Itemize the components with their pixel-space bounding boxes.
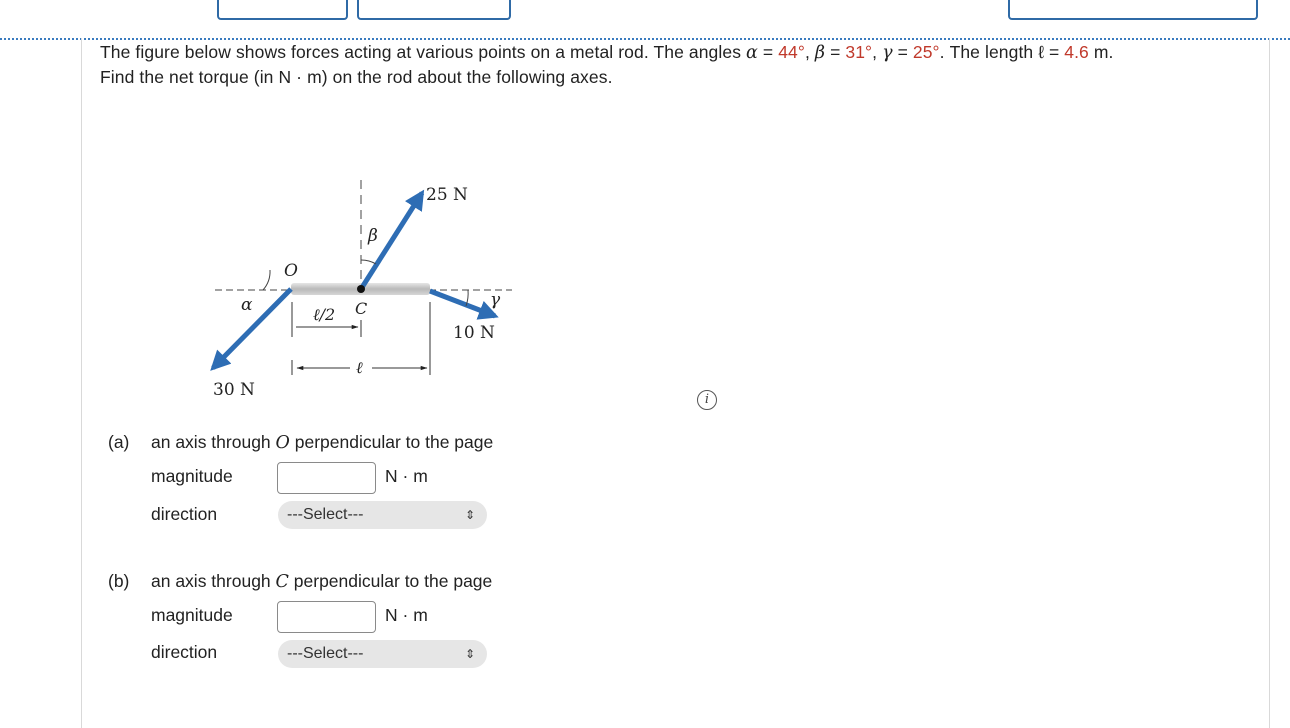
part-b-question — [151, 571, 492, 592]
part-b-direction-label: direction — [151, 642, 218, 662]
beta-arc — [361, 260, 376, 264]
part-b-text-end: perpendicular to the page — [288, 571, 493, 591]
equals-sign: = — [825, 42, 846, 62]
part-a-text: an axis through — [151, 432, 276, 452]
part-b-point: C — [275, 572, 289, 592]
separator: , — [804, 42, 815, 62]
label-gamma: γ — [490, 290, 501, 310]
force-arrow-10n — [430, 291, 495, 316]
beta-value: 31° — [845, 42, 873, 62]
my-notes-button[interactable] — [357, 0, 511, 20]
equals-sign: = — [892, 42, 913, 62]
chevron-updown-icon: ⇕ — [464, 647, 475, 661]
force-label-30n: 30 N — [213, 380, 255, 400]
alpha-arc — [263, 270, 270, 290]
beta-symbol: β — [814, 43, 826, 63]
ell-symbol: ℓ — [1038, 42, 1044, 62]
rod-force-figure — [200, 175, 540, 410]
ask-your-teacher-button[interactable] — [1008, 0, 1258, 20]
part-b-text: an axis through — [151, 571, 276, 591]
part-b-direction-value: ---Select--- — [287, 645, 364, 662]
part-a-direction-select[interactable] — [278, 501, 487, 529]
details-button[interactable] — [217, 0, 348, 20]
length-unit: m. — [1088, 42, 1114, 62]
part-a-unit: N · m — [385, 466, 428, 486]
label-beta: β — [368, 226, 378, 246]
equals-sign: = — [757, 42, 779, 62]
prompt-line-2: Find the net torque (in N · m) on the rod about the following axes. — [100, 67, 613, 87]
part-a-magnitude-label: magnitude — [151, 466, 233, 486]
part-a-text-end: perpendicular to the page — [289, 432, 494, 452]
prompt-line-1 — [100, 40, 1270, 65]
part-b-unit: N · m — [385, 605, 428, 625]
point-c-dot — [357, 285, 365, 293]
part-b-label: (b) — [108, 571, 130, 591]
part-b-direction-select[interactable] — [278, 640, 487, 668]
info-icon[interactable]: i — [697, 390, 717, 410]
separator: , — [872, 42, 883, 62]
label-c: C — [355, 299, 368, 318]
label-o: O — [284, 261, 298, 281]
gamma-value: 25° — [912, 42, 940, 62]
label-half-length: ℓ/2 — [313, 305, 336, 324]
part-b-magnitude-input[interactable] — [277, 601, 376, 633]
part-a-question — [151, 432, 493, 453]
equals-sign: = — [1044, 42, 1065, 62]
alpha-value: 44° — [778, 42, 805, 62]
length-text: . The length — [939, 42, 1039, 62]
chevron-updown-icon: ⇕ — [464, 508, 475, 522]
question-prompt — [100, 40, 1270, 89]
part-a-point: O — [275, 433, 290, 453]
part-a-label: (a) — [108, 432, 130, 452]
force-label-10n: 10 N — [453, 323, 495, 343]
prompt-text: The figure below shows forces acting at various points on a metal rod. The angles — [100, 42, 747, 62]
force-label-25n: 25 N — [426, 185, 468, 205]
gamma-symbol: γ — [882, 43, 893, 63]
part-a-magnitude-input[interactable] — [277, 462, 376, 494]
label-length: ℓ — [356, 358, 363, 377]
part-b-magnitude-label: magnitude — [151, 605, 233, 625]
part-a-direction-label: direction — [151, 504, 218, 524]
part-a-direction-value: ---Select--- — [287, 506, 364, 523]
top-toolbar — [0, 0, 1290, 40]
label-alpha: α — [241, 295, 253, 315]
alpha-symbol: α — [746, 43, 758, 63]
length-value: 4.6 — [1064, 42, 1089, 62]
